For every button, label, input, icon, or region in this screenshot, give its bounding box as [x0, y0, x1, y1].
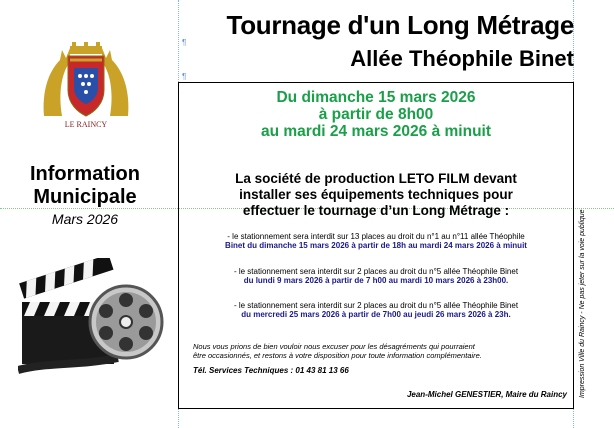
- info-month: Mars 2026: [51, 211, 119, 227]
- dates-line3: au mardi 24 mars 2026 à minuit: [260, 123, 492, 140]
- company-line2: installer ses équipements techniques pour: [239, 187, 513, 202]
- parking-rule: [179, 301, 573, 319]
- pilcrow-mark: ¶: [182, 38, 187, 47]
- apology-note: [193, 343, 563, 360]
- rule-line: [179, 310, 573, 319]
- dates-line1: Du dimanche 15 mars 2026: [276, 89, 476, 106]
- company-line3: effectuer le tournage d’un Long Métrage :: [242, 203, 510, 218]
- rule-line: - le stationnement sera interdit sur 2 places au droit du n°5 allée Théophile Binet: [233, 267, 519, 276]
- town-name: LE RAINCY: [64, 120, 108, 129]
- rule-line: [179, 241, 573, 250]
- print-notice: Impression Ville du Raincy - Ne pas jeter sur la voie publique: [579, 209, 586, 398]
- info-heading: [6, 163, 164, 209]
- company-notice: [179, 171, 573, 219]
- info-line1: Information: [30, 163, 140, 185]
- filming-dates: [179, 89, 573, 140]
- rule-line: [179, 276, 573, 285]
- parking-rule: [179, 267, 573, 285]
- coat-of-arms-icon: [40, 42, 132, 120]
- note-line2: être occasionnés, et restons à votre disposition pour toute information complémentaire.: [193, 350, 482, 360]
- info-line2: Municipale: [33, 186, 137, 208]
- page-subtitle: Allée Théophile Binet: [350, 46, 574, 71]
- rule-dates: du mercredi 25 mars 2026 à partir de 7h00 au jeudi 26 mars 2026 à 23h.: [241, 310, 511, 319]
- page-title: Tournage d'un Long Métrage: [226, 10, 574, 40]
- rule-line: - le stationnement sera interdit sur 13 places au droit du n°1 au n°11 allée Théophile: [227, 232, 525, 241]
- pilcrow-mark: ¶: [182, 72, 187, 81]
- phone-contact: Tél. Services Techniques : 01 43 81 13 66: [193, 366, 349, 375]
- note-line1: Nous vous prions de bien vouloir nous excuser pour les désagréments qui pourraient: [193, 342, 475, 351]
- mayor-signature: Jean-Michel GENESTIER, Maire du Raincy: [406, 390, 567, 399]
- dates-line2: à partir de 8h00: [318, 106, 434, 123]
- announcement-box: [178, 82, 574, 409]
- parking-rule: [179, 232, 573, 250]
- rule-line: - le stationnement sera interdit sur 2 places au droit du n°5 allée Théophile Binet: [233, 301, 519, 310]
- film-clapper-icon: [18, 258, 164, 380]
- rule-dates: Binet du dimanche 15 mars 2026 à partir de 18h au mardi 24 mars 2026 à minuit: [225, 241, 527, 250]
- rule-dates: du lundi 9 mars 2026 à partir de 7 h00 au mardi 10 mars 2026 à 23h00.: [243, 276, 509, 285]
- company-line1: La société de production LETO FILM devant: [235, 171, 517, 186]
